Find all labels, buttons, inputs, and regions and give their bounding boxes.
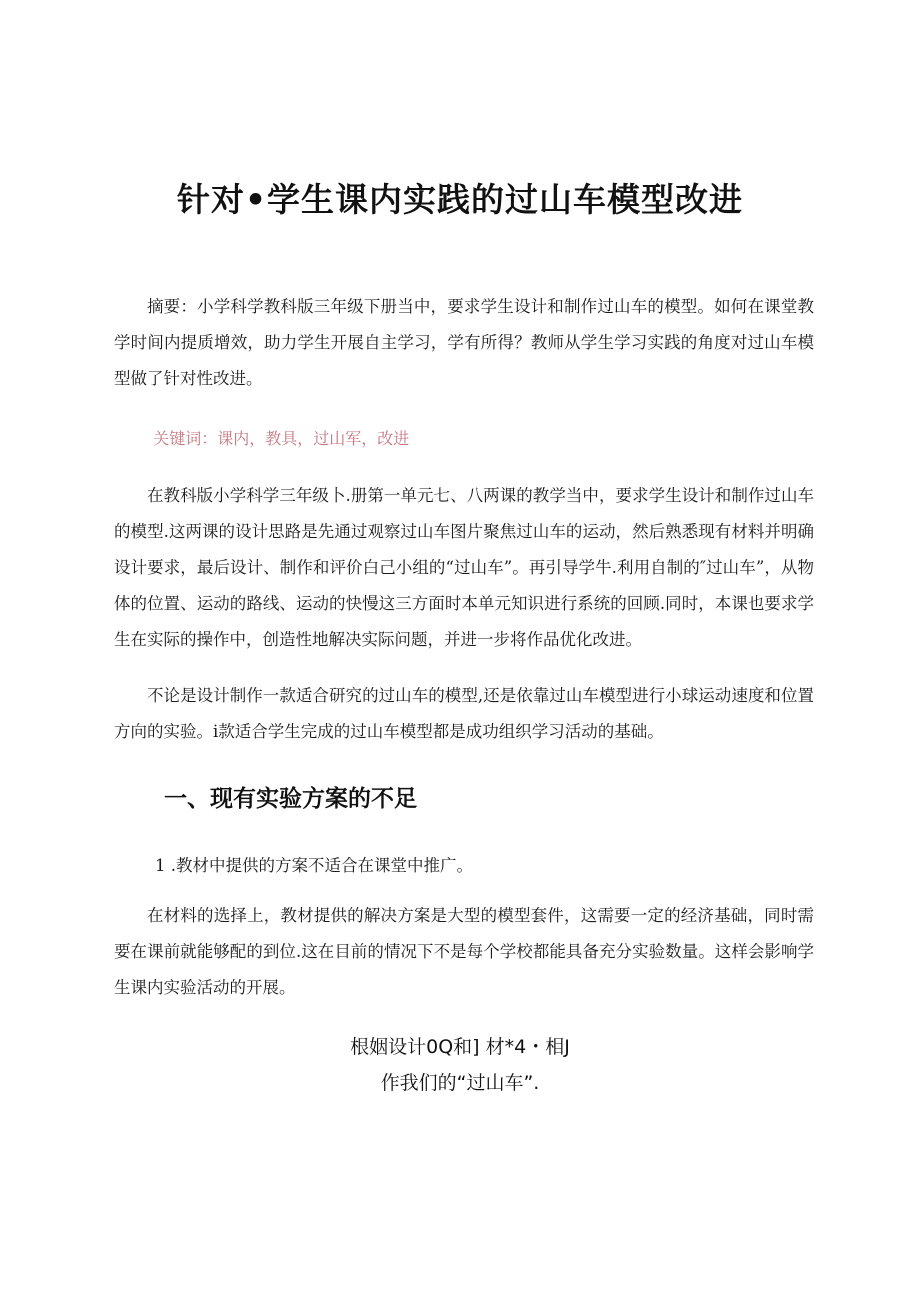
section-paragraph: 在材料的选择上，教材提供的解决方案是大型的模型套件，这需要一定的经济基础，同时需要在课前就能够配的到位.这在目前的情况下不是每个学校都能具备充分实验数量。这样会影响学生课内实验活动的开展。 (114, 906, 814, 997)
intro-paragraph-1: 在教科版小学科学三年级卜.册第一单元七、八两课的教学当中，要求学生设计和制作过山车的模型.这两课的设计思路是先通过观察过山车图片聚焦过山车的运动，然后熟悉现有材料并明确设计要求，最后设计、制作和评价白己小组的“过山车”。再引导学牛.利用自制的″过山车”，从物体的位置、运动的路线、运动的快慢这三方面时本单元知识进行系统的回顾.同时，本课也要求学生在实际的操作中，创造性地解决实际问题，并进一步将作品优化改进。 (114, 486, 814, 649)
figure-caption-line-1: 根姻设计0Q和] 材*4・相J (350, 1036, 570, 1058)
abstract-paragraph: 摘要：小学科学教科版三年级下册当中，要求学生设计和制作过山车的模型。如何在课堂教学时间内提质增效，助力学生开展自主学习，学有所得？教师从学生学习实践的角度对过山车模型做了针对性改进。 (114, 297, 814, 388)
section-subheading: 1 .教材中提供的方案不适合在课堂中推广。 (155, 856, 473, 875)
section-heading: 一、现有实验方案的不足 (164, 785, 417, 812)
keywords-line: 关键词：课内，教具，过山军，改进 (153, 429, 410, 448)
document-title: 针对•学生课内实践的过山车模型改进 (176, 180, 744, 220)
figure-caption-line-2: 作我们的“过山车”. (380, 1072, 540, 1094)
intro-paragraph-2: 不论是设计制作一款适合研究的过山车的模型,还是依靠过山车模型进行小球运动速度和位置方向的实验。i款适合学生完成的过山车模型都是成功组织学习活动的基础。 (114, 686, 814, 741)
